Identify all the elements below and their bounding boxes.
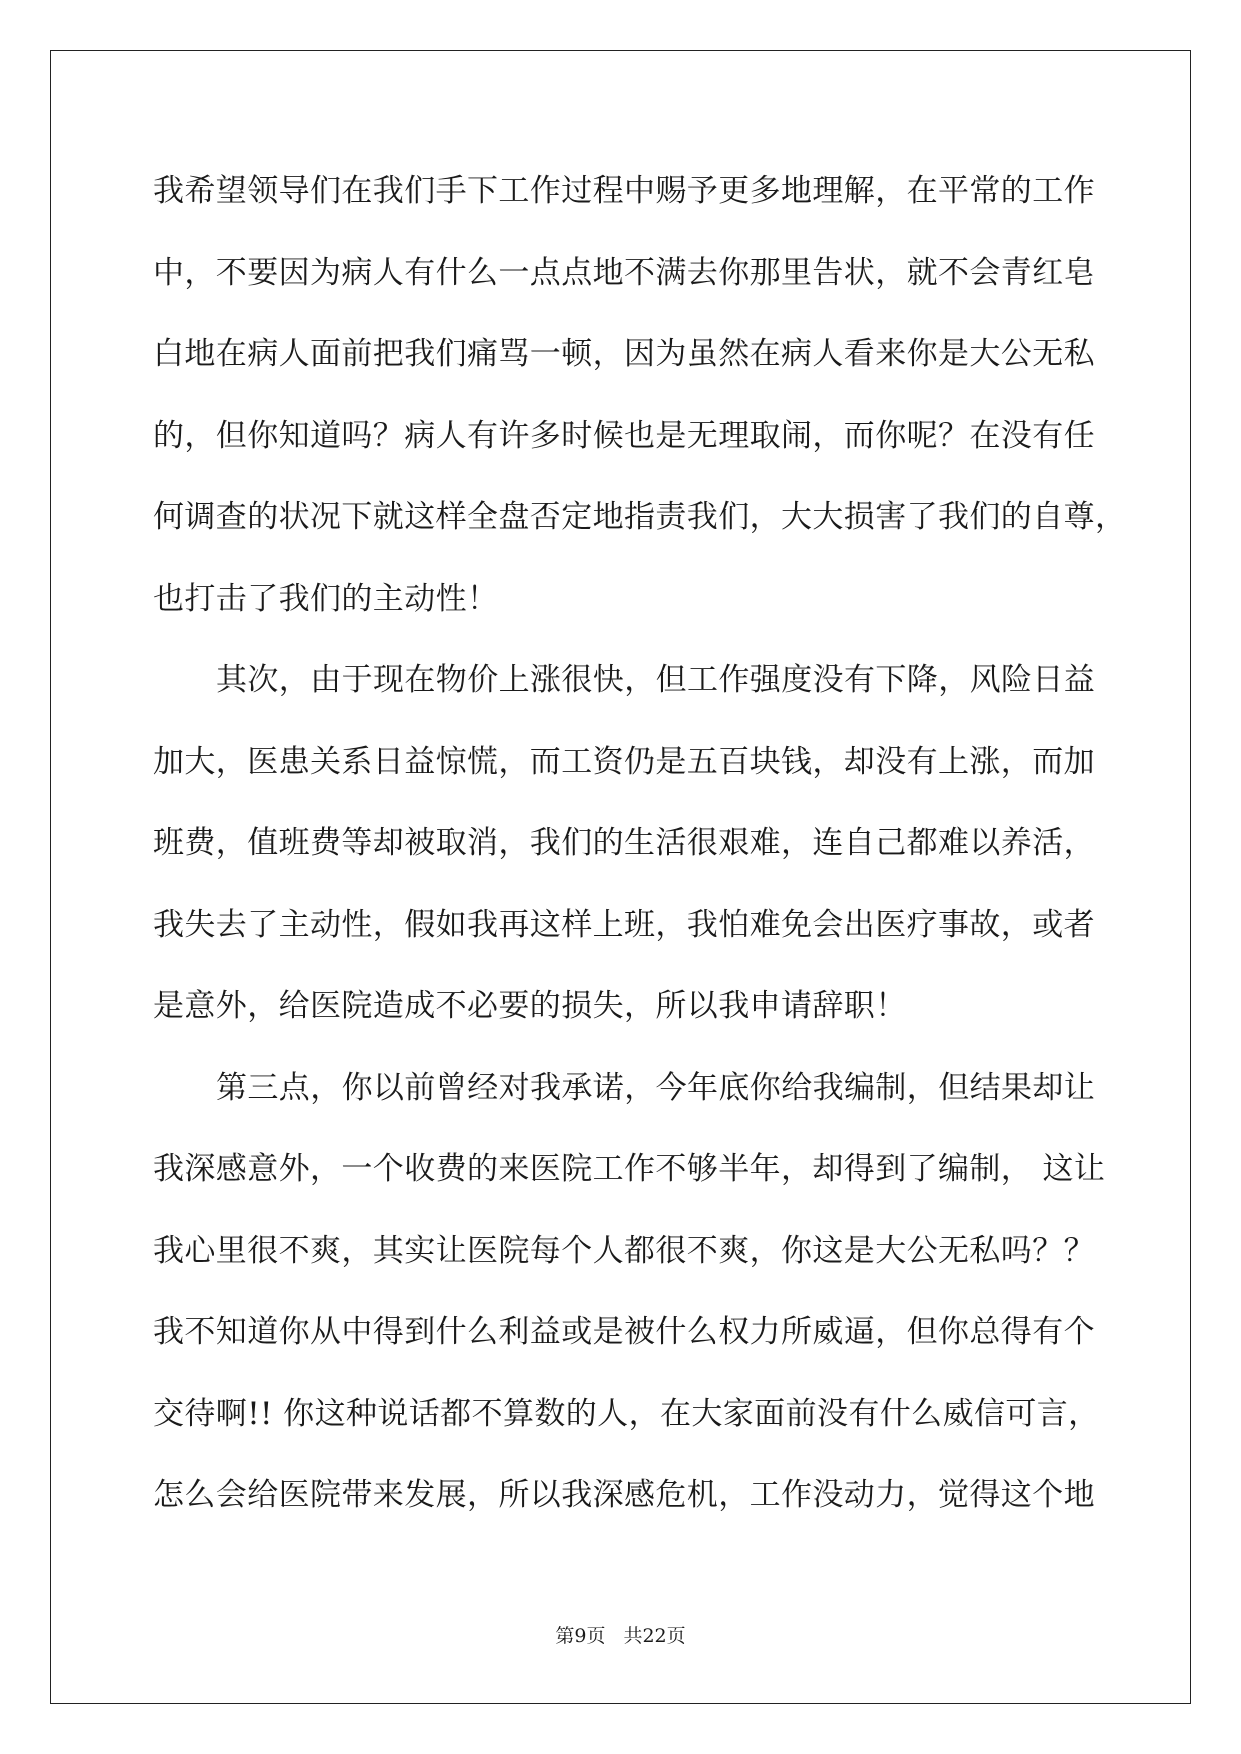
page-footer — [0, 1624, 1241, 1648]
text-line: 也打击了我们的主动性！ — [153, 580, 499, 617]
text-line: 班费，值班费等却被取消，我们的生活很艰难，连自己都难以养活， — [153, 825, 1095, 861]
text-line: 何调查的状况下就这样全盘否定地指责我们，大大损害了我们的自尊， — [153, 499, 1127, 535]
text-line: 我希望领导们在我们手下工作过程中赐予更多地理解，在平常的工作 — [153, 173, 1095, 209]
text-line: 加大，医患关系日益惊慌，而工资仍是五百块钱，却没有上涨，而加 — [153, 743, 1095, 780]
text-line: 是意外，给医院造成不必要的损失，所以我申请辞职！ — [153, 988, 907, 1024]
text-line: 我深感意外，一个收费的来医院工作不够半年，却得到了编制， 这让 — [153, 1151, 1106, 1187]
current-page-number: 第9页 — [555, 1625, 606, 1647]
text-line: 的，但你知道吗？病人有许多时候也是无理取闹，而你呢？在没有任 — [153, 417, 1095, 454]
total-pages: 共22页 — [623, 1625, 686, 1647]
text-line: 怎么会给医院带来发展，所以我深感危机，工作没动力，觉得这个地 — [153, 1477, 1095, 1513]
text-line: 白地在病人面前把我们痛骂一顿，因为虽然在病人看来你是大公无私 — [153, 336, 1095, 372]
paragraph-start-line: 第三点，你以前曾经对我承诺，今年底你给我编制，但结果却让 — [216, 1069, 1096, 1106]
text-line: 我失去了主动性，假如我再这样上班，我怕难免会出医疗事故，或者 — [153, 906, 1095, 943]
text-line: 交待啊!! 你这种说话都不算数的人，在大家面前没有什么威信可言， — [153, 1395, 1100, 1432]
paragraph-start-line: 其次，由于现在物价上涨很快，但工作强度没有下降，风险日益 — [216, 662, 1096, 698]
text-line: 我心里很不爽，其实让医院每个人都很不爽，你这是大公无私吗？？ — [153, 1232, 1095, 1269]
text-line: 中，不要因为病人有什么一点点地不满去你那里告状，就不会青红皂 — [153, 254, 1095, 291]
text-line: 我不知道你从中得到什么利益或是被什么权力所威逼，但你总得有个 — [153, 1314, 1095, 1350]
document-body — [153, 164, 1127, 1550]
